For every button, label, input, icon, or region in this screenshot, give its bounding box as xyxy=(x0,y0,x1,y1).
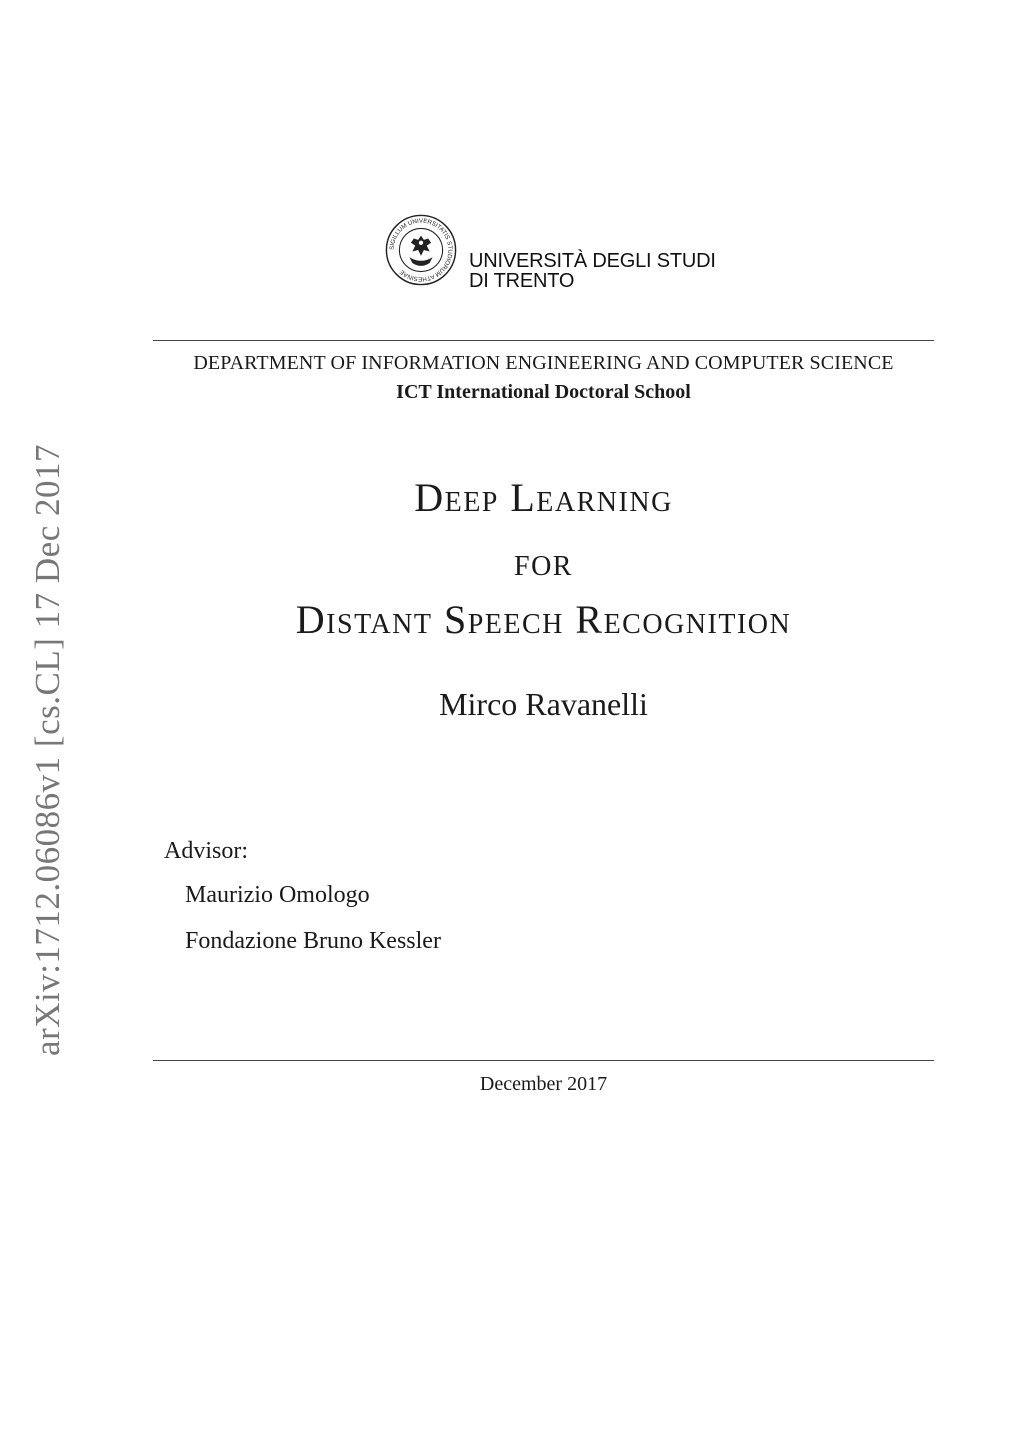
university-name-line2: DI TRENTO xyxy=(469,270,575,292)
svg-text:SIGILLUM UNIVERSITATIS STUDIOR: SIGILLUM UNIVERSITATIS STUDIORUM ATHESINAE xyxy=(388,217,454,283)
university-seal-icon xyxy=(385,214,457,286)
bottom-rule xyxy=(153,1060,934,1061)
thesis-title-line3: Distant Speech Recognition xyxy=(295,597,792,642)
university-logo xyxy=(385,214,715,294)
advisor-label: Advisor: xyxy=(164,838,248,864)
advisor-affiliation: Fondazione Bruno Kessler xyxy=(185,928,441,954)
thesis-title-line2: for xyxy=(514,539,573,584)
doctoral-school-name: ICT International Doctoral School xyxy=(396,381,691,403)
top-rule xyxy=(153,340,934,341)
submission-date: December 2017 xyxy=(479,1073,608,1095)
university-name-line1: UNIVERSITÀ DEGLI STUDI xyxy=(469,250,716,272)
arxiv-identifier-stamp: arXiv:1712.06086v1 [cs.CL] 17 Dec 2017 xyxy=(28,444,67,1056)
author-name: Mirco Ravanelli xyxy=(439,686,648,722)
advisor-name: Maurizio Omologo xyxy=(185,882,370,908)
department-name: DEPARTMENT OF INFORMATION ENGINEERING AND COMPUTER SCIENCE xyxy=(193,352,894,374)
thesis-title-line1: Deep Learning xyxy=(414,475,673,520)
